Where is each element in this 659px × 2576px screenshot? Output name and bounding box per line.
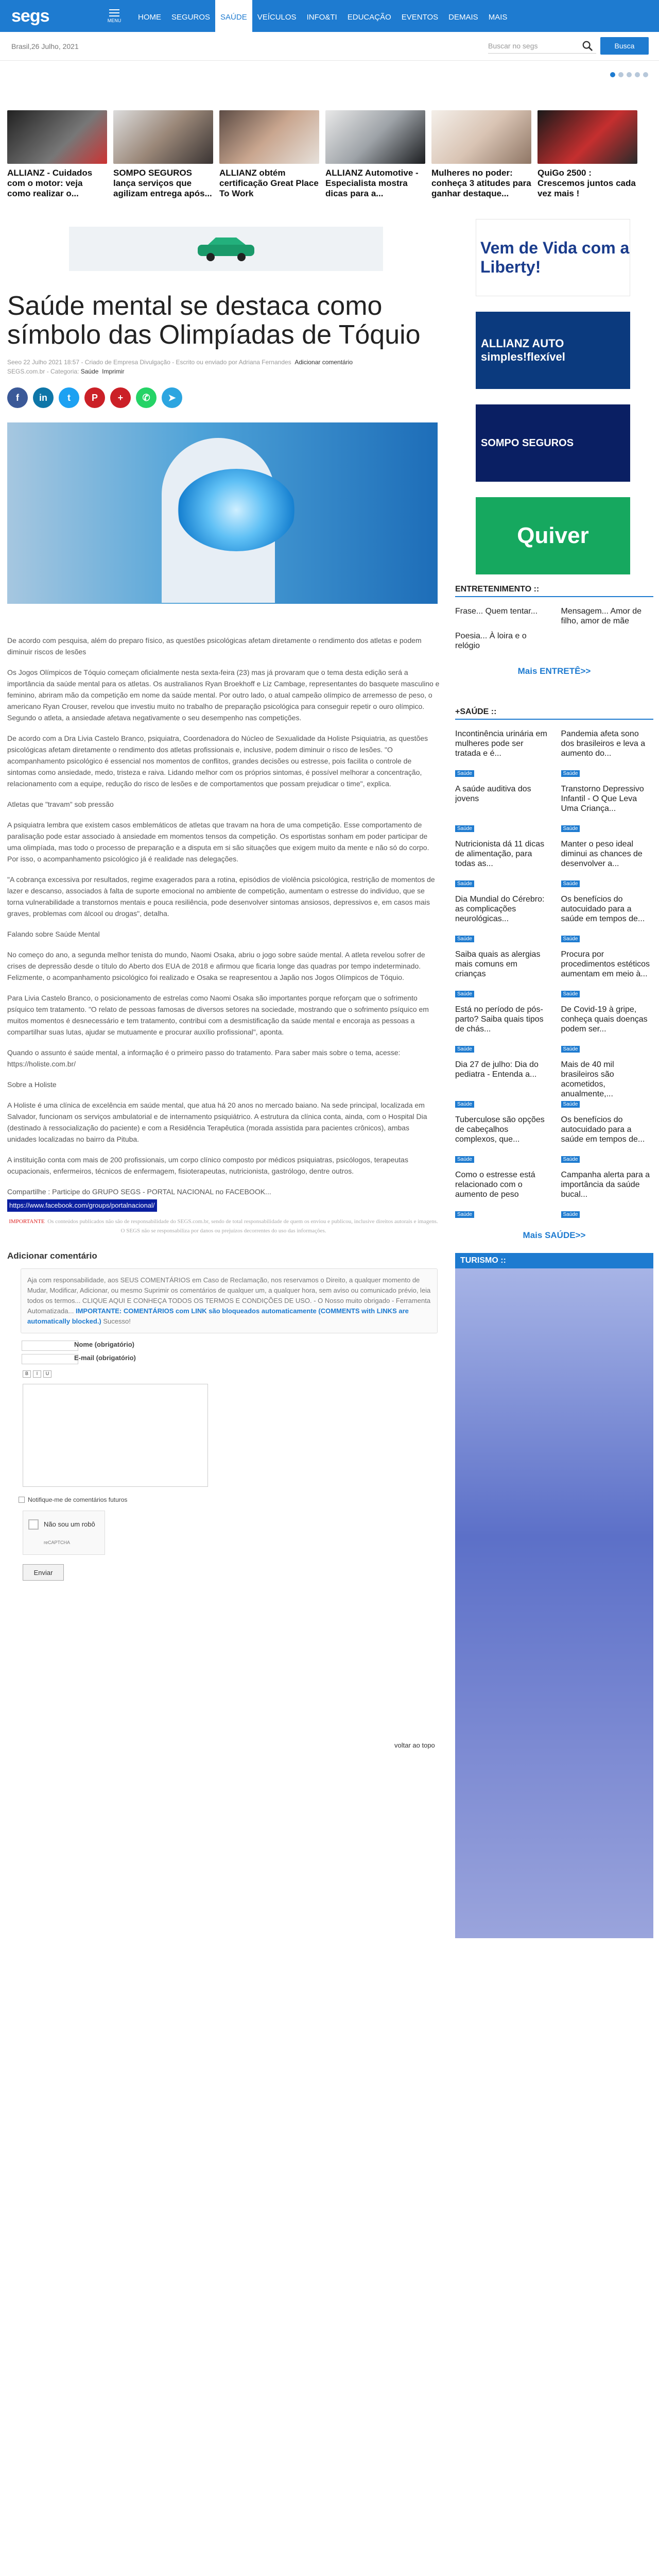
list-item[interactable]: Manter o peso ideal diminui as chances de desenvolver a... Saúde	[561, 840, 643, 887]
card-title[interactable]: ALLIANZ obtém certificação Great Place To Work	[219, 168, 319, 198]
article-paragraph: Quando o assunto é saúde mental, a informação é o primeiro passo do tratamento. Para saber mais sobre o tema, acesse: https://holiste.com.br/	[7, 1048, 401, 1068]
article-paragraph: A psiquiatra lembra que existem casos emblemáticos de atletas que travam na hora de uma competição. Esse comportamento de paralisação pode estar associado à ansiedade em momentos tensos da competição. Os esportistas sonham em poder participar de uma olimpíada, mas todo o processo de preparação e a disputa em si são situações que exigem muito da mente e não só do corpo. Por isso, o acompanhamento psicológico já é realidade nas delegações.	[7, 821, 429, 863]
carousel-card[interactable]	[219, 110, 319, 209]
card-image	[219, 110, 319, 164]
entertainment-heading: ENTRETENIMENTO ::	[455, 585, 653, 597]
entertainment-list	[455, 606, 653, 654]
health-list	[455, 729, 653, 1218]
list-item[interactable]: Mais de 40 mil brasileiros são acometidos, anualmente,... Saúde	[561, 1060, 614, 1107]
site-logo[interactable]: segs	[11, 6, 49, 26]
list-item[interactable]: Dia Mundial do Cérebro: as complicações neurológicas... Saúde	[455, 895, 545, 942]
pinterest-icon[interactable]: P	[84, 387, 105, 408]
telegram-icon[interactable]: ➤	[162, 387, 182, 408]
article-subheading: Falando sobre Saúde Mental	[7, 930, 100, 938]
bold-icon[interactable]: B	[23, 1370, 31, 1378]
card-image	[7, 110, 107, 164]
article-hero-image	[7, 422, 438, 604]
carousel-card[interactable]	[7, 110, 107, 209]
carousel-card[interactable]	[537, 110, 637, 209]
article-paragraph: A instituição conta com mais de 200 profissionais, um corpo clínico composto por médicos psiquiatras, psicólogos, terapeutas ocupacionais, enfermeiros, técnicos de enfermagem, fisioterapeutas, nutricionista, gastrólogo, dentre outros.	[7, 1156, 408, 1175]
article-title: Saúde mental se destaca como símbolo das Olimpíadas de Tóquio	[7, 291, 421, 350]
list-item[interactable]: Campanha alerta para a importância da saúde bucal... Saúde	[561, 1171, 650, 1217]
facebook-group-link[interactable]: https://www.facebook.com/groups/portalnacional/	[7, 1199, 157, 1212]
list-item[interactable]: Os benefícios do autocuidado para a saúde em tempos de... Saúde	[561, 1115, 645, 1162]
card-image	[537, 110, 637, 164]
list-item[interactable]: Procura por procedimentos estéticos aumentam em meio à... Saúde	[561, 950, 650, 997]
carousel-card[interactable]	[431, 110, 531, 209]
article-subheading: Sobre a Holiste	[7, 1080, 57, 1089]
article-paragraph: A Holiste é uma clínica de excelência em saúde mental, que atua há 20 anos no mercado baiano. Na sede principal, localizada em Salvador, funcionam os serviços ambulatorial e de internamento psiquiátrico. A estrutura da clínica conta, ainda, com o Hospital Dia (destinado à ressocialização do paciente) e com a Residência Terapêutica (morada assistida para pacientes crônicos), ambas unidades localizadas no bairro da Pituba.	[7, 1101, 427, 1143]
search-input[interactable]: Buscar no segs	[488, 38, 596, 54]
card-title[interactable]: ALLIANZ - Cuidados com o motor: veja como realizar o...	[7, 168, 93, 198]
list-item[interactable]: Tuberculose são opções de cabeçalhos complexos, que... Saúde	[455, 1115, 545, 1162]
more-entertainment-link[interactable]: Mais ENTRETÊ>>	[517, 666, 591, 676]
email-field[interactable]	[22, 1354, 78, 1364]
top-ad-banner[interactable]	[69, 227, 383, 271]
card-title[interactable]: QuiGo 2500 : Crescemos juntos cada vez mais !	[537, 168, 636, 198]
list-item[interactable]: Dia 27 de julho: Dia do pediatra - Entenda a... Saúde	[455, 1060, 539, 1107]
sompo-ad[interactable]: SOMPO SEGUROS	[476, 404, 630, 482]
search-icon[interactable]	[582, 40, 593, 52]
underline-icon[interactable]: U	[43, 1370, 51, 1378]
more-health-link[interactable]: Mais SAÚDE>>	[523, 1230, 586, 1240]
recaptcha-logo: reCAPTCHA	[44, 1540, 71, 1545]
card-image	[325, 110, 425, 164]
add-comment-link[interactable]: Adicionar comentário	[294, 359, 353, 366]
list-item[interactable]: Nutricionista dá 11 dicas de alimentação, para todas as... Saúde	[455, 840, 545, 887]
article-meta: Seeo 22 Julho 2021 18:57 - Criado de Empresa Divulgação - Escrito ou enviado por Adriana Fernandes Adicionar comentário SEGS.com.br - Categoria: Saúde Imprimir	[7, 359, 353, 375]
facebook-icon[interactable]: f	[7, 387, 28, 408]
list-item[interactable]: Transtorno Depressivo Infantil - O Que Leva Uma Criança... Saúde	[561, 785, 644, 832]
news-carousel	[0, 110, 659, 209]
list-item[interactable]: Como o estresse está relacionado com o aumento de peso Saúde	[455, 1171, 535, 1217]
article-paragraph: "A cobrança excessiva por resultados, regime exagerados para a rotina, episódios de violência psicológica, restrição de momentos de lazer e descanso, associados à falta de suporte emocional no ambiente de competição, aumentam o estresse do indivíduo, que se torna vulnerabilidade a transtornos mentais e pouca resiliência, pode desenvolver sintomas ansiosos, depressivos e, em casos mais graves, problemas com álcool ou drogas", detalha.	[7, 875, 435, 918]
article-body	[7, 635, 440, 1212]
nav-item-eventos[interactable]: EVENTOS	[401, 13, 439, 22]
list-item[interactable]: Pandemia afeta sono dos brasileiros e leva a aumento do... Saúde	[561, 730, 646, 776]
carousel-card[interactable]	[113, 110, 213, 209]
share-plus-icon[interactable]: +	[110, 387, 131, 408]
article-paragraph: De acordo com a Dra Livia Castelo Branco, psiquiatra, Coordenadora do Núcleo de Sexualidade da Holiste Psiquiatria, as questões psicológicas afetam diretamente o rendimento dos atletas profissionais e, inclusive, podem diminuir o risco de lesões. "O acompanhamento psicológico é essencial nos momentos de conflitos, grandes decisões ou estresse, pois facilita o controle de sintomas como ansiedade, medo, tristeza e raiva. Lidando melhor com os próprios sintomas, é possível melhorar a concentração, relacionamento com a equipe, redução do risco de lesões e de comportamentos que possam prejudicar o time", explica.	[7, 734, 428, 788]
comment-notice: Aja com responsabilidade, aos SEUS COMENTÁRIOS em Caso de Reclamação, nos reservamos o Direito, a qualquer momento de Mudar, Modificar, Adicionar, ou mesmo Suprimir os comentários de qualquer um, a qualquer hora, sem aviso ou comunicado prévio, leia todos os termos... CLIQUE AQUI E CONHEÇA TODOS OS TERMOS E CONDIÇÕES DE USO. - O Nosso muito obrigado - Ferramenta Automatizada... IMPORTANTE: COMENTÁRIOS com LINK são bloqueados automaticamente (COMMENTS with LINKS are automatically blocked.) Sucesso!	[21, 1268, 438, 1333]
recaptcha-widget[interactable]: Não sou um robô reCAPTCHA	[23, 1511, 105, 1555]
back-to-top-link[interactable]: voltar ao topo	[394, 1741, 435, 1749]
share-line: Compartilhe : Participe do GRUPO SEGS - PORTAL NACIONAL no FACEBOOK...	[7, 1188, 271, 1196]
card-title[interactable]: ALLIANZ Automotive - Especialista mostra dicas para a...	[325, 168, 419, 198]
article-paragraph: De acordo com pesquisa, além do preparo físico, as questões psicológicas afetam diretamente o rendimento dos atletas e podem diminuir riscos de lesões	[7, 636, 422, 656]
list-item[interactable]: Poesia... À loira e o relógio	[455, 632, 527, 650]
share-buttons	[7, 387, 440, 408]
main-nav	[133, 0, 512, 32]
allianz-ad[interactable]: ALLIANZ AUTO simples!flexível	[476, 312, 630, 389]
tourism-ad-image[interactable]	[455, 1268, 653, 1938]
print-link[interactable]: Imprimir	[102, 368, 125, 375]
tourism-heading: TURISMO ::	[455, 1253, 653, 1268]
article-paragraph: No começo do ano, a segunda melhor tenista do mundo, Naomi Osaka, abriu o jogo sobre saúde mental. A atleta revelou sofrer de crises de depressão desde o título do Aberto dos EUA de 2018 e afirmou que ficaria longe das quadras por tempo indeterminado. Felizmente, o acompanhamento psicológico foi realizado e Osaka se reapresentou a Japão nos Jogos Olímpicos de Tóquio.	[7, 951, 425, 981]
search-button[interactable]: Busca	[600, 37, 649, 55]
list-item[interactable]: Os benefícios do autocuidado para a saúde em tempos de... Saúde	[561, 895, 645, 942]
carousel-card[interactable]	[325, 110, 425, 209]
liberty-ad[interactable]: Vem de Vida com a Liberty!	[476, 219, 630, 296]
name-field[interactable]	[22, 1341, 78, 1351]
hamburger-icon	[109, 9, 119, 16]
nav-item-seguros[interactable]: SEGUROS	[171, 13, 211, 22]
nav-item-veiculos[interactable]: VEÍCULOS	[257, 13, 297, 22]
nav-item-educacao[interactable]: EDUCAÇÃO	[347, 13, 391, 22]
health-heading: +SAÚDE ::	[455, 707, 653, 720]
twitter-icon[interactable]: t	[59, 387, 79, 408]
whatsapp-icon[interactable]: ✆	[136, 387, 157, 408]
nav-item-mais[interactable]: MAIS	[488, 13, 508, 22]
list-item[interactable]: Incontinência urinária em mulheres pode ser tratada e é... Saúde	[455, 730, 547, 776]
comments-heading: Adicionar comentário	[7, 1251, 97, 1261]
article-paragraph: Para Livia Castelo Branco, o posicionamento de estrelas como Naomi Osaka são importantes porque reforçam que o sofrimento psíquico tem tratamento. "O relato de pessoas famosas de diversos setores na sociedade, mostrando que o sofrimento psíquico em muitos momentos é desnecessário e tem tratamento, contribui com a desmistificação da saúde mental e encoraja as pessoas a compartilhar suas lutas, ajudar se mutuamente e procurar auxílio profissional", aponta.	[7, 994, 429, 1036]
current-date: Brasil,26 Julho, 2021	[11, 42, 79, 50]
card-title[interactable]: Mulheres no poder: conheça 3 atitudes para ganhar destaque...	[431, 168, 531, 198]
menu-button[interactable]: MENU	[103, 0, 126, 32]
comment-textarea[interactable]	[23, 1384, 208, 1487]
list-item[interactable]: De Covid-19 à gripe, conheça quais doenças podem ser... Saúde	[561, 1005, 648, 1052]
card-image	[431, 110, 531, 164]
nav-item-home[interactable]: HOME	[138, 13, 161, 22]
italic-icon[interactable]: I	[33, 1370, 41, 1378]
nav-item-demais[interactable]: DEMAIS	[448, 13, 478, 22]
article-paragraph: Os Jogos Olímpicos de Tóquio começam oficialmente nesta sexta-feira (23) mas já provaram que o tema desta edição será a importância da saúde mental para os atletas. Os australianos Ryan Broekhoff e Liz Cambage, representantes do basquete masculino e feminino, abriram mão da competição em nome da saúde mental. Por outro lado, o atual campeão olímpico de arremesso de peso, o americano Ryan Crouser, revelou que investiu muito no trabalho de preparação psicológica para conseguir repetir o ouro olímpico. Segundo o atleta, a ansiedade afetava negativamente o seu desempenho nas competições.	[7, 668, 440, 722]
notify-checkbox[interactable]: Notifique-me de comentários futuros	[19, 1496, 440, 1503]
submit-button[interactable]: Enviar	[23, 1564, 64, 1581]
linkedin-icon[interactable]: in	[33, 387, 54, 408]
list-item[interactable]: Frase... Quem tentar...	[455, 607, 538, 616]
disclaimer: IMPORTANTE Os conteúdos publicados não são de responsabilidade do SEGS.com.br, sendo de total responsabilidade de quem os enviou e publicou, inclusive direitos autorais e imagens. O SEGS não se responsabiliza por danos ou prejuízos decorrentes do uso das informações.	[9, 1218, 438, 1234]
article-column	[7, 216, 440, 1749]
list-item[interactable]: A saúde auditiva dos jovens Saúde	[455, 785, 531, 832]
quiver-ad[interactable]: Quiver	[476, 497, 630, 574]
article-subheading: Atletas que "travam" sob pressão	[7, 800, 114, 808]
list-item[interactable]: Mensagem... Amor de filho, amor de mãe	[561, 607, 642, 625]
list-item[interactable]: Saiba quais as alergias mais comuns em crianças Saúde	[455, 950, 541, 997]
car-illustration	[190, 233, 262, 264]
top-navigation-bar	[0, 0, 659, 32]
list-item[interactable]: Está no período de pós-parto? Saiba quais tipos de chás... Saúde	[455, 1005, 544, 1052]
category-link[interactable]: Saúde	[80, 368, 99, 375]
nav-item-info-ti[interactable]: INFO&TI	[306, 13, 337, 22]
sidebar	[455, 216, 653, 1938]
email-label: E-mail (obrigatório)	[74, 1354, 136, 1362]
date-search-bar	[0, 32, 659, 61]
card-image	[113, 110, 213, 164]
nav-item-saude[interactable]: SAÚDE	[215, 0, 252, 32]
card-title[interactable]: SOMPO SEGUROS lança serviços que agilizam entrega após...	[113, 168, 212, 198]
carousel-pagination[interactable]	[610, 72, 648, 77]
editor-toolbar	[23, 1370, 440, 1378]
name-label: Nome (obrigatório)	[74, 1341, 134, 1348]
